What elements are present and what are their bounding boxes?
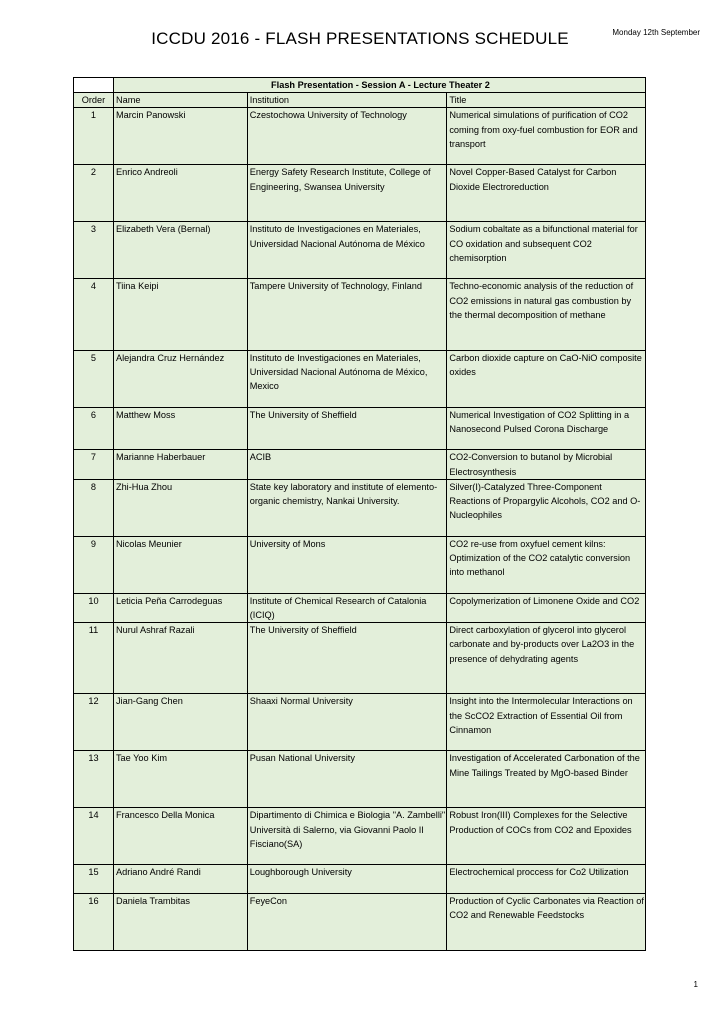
table-row [74, 350, 646, 407]
order-cell: 9 [74, 536, 114, 593]
title-cell: Investigation of Accelerated Carbonation of the Mine Tailings Treated by MgO-based Binder [447, 751, 646, 808]
order-cell: 15 [74, 865, 114, 894]
column-header-order: Order [74, 93, 114, 108]
page-title: ICCDU 2016 - FLASH PRESENTATIONS SCHEDULE [151, 29, 569, 48]
column-header-row [74, 93, 646, 108]
order-cell: 10 [74, 593, 114, 622]
table-row [74, 808, 646, 865]
institution-cell: Dipartimento di Chimica e Biologia "A. Zambelli" Università di Salerno, via Giovanni Paolo II Fisciano(SA) [247, 808, 447, 865]
name-cell: Francesco Della Monica [113, 808, 247, 865]
title-cell: Direct carboxylation of glycerol into glycerol carbonate and by-products over La2O3 in the presence of dehydrating agents [447, 623, 646, 694]
institution-cell: Pusan National University [247, 751, 447, 808]
title-cell: Novel Copper-Based Catalyst for Carbon Dioxide Electroreduction [447, 165, 646, 222]
table-row [74, 479, 646, 536]
order-cell: 14 [74, 808, 114, 865]
institution-cell: State key laboratory and institute of elemento-organic chemistry, Nankai University. [247, 479, 447, 536]
order-cell: 2 [74, 165, 114, 222]
institution-cell: FeyeCon [247, 893, 447, 950]
institution-cell: The University of Sheffield [247, 623, 447, 694]
name-cell: Elizabeth Vera (Bernal) [113, 222, 247, 279]
order-cell: 4 [74, 279, 114, 350]
institution-cell: Shaaxi Normal University [247, 694, 447, 751]
title-cell: Robust Iron(III) Complexes for the Selective Production of COCs from CO2 and Epoxides [447, 808, 646, 865]
schedule-date: Monday 12th September [612, 28, 700, 37]
order-cell: 3 [74, 222, 114, 279]
blank-corner-cell [74, 78, 114, 93]
table-row [74, 593, 646, 622]
title-cell: Copolymerization of Limonene Oxide and CO2 [447, 593, 646, 622]
title-cell: Production of Cyclic Carbonates via Reaction of CO2 and Renewable Feedstocks [447, 893, 646, 950]
table-row [74, 751, 646, 808]
institution-cell: ACIB [247, 450, 447, 479]
schedule-table [73, 77, 646, 951]
name-cell: Nicolas Meunier [113, 536, 247, 593]
title-cell: Carbon dioxide capture on CaO-NiO composite oxides [447, 350, 646, 407]
name-cell: Enrico Andreoli [113, 165, 247, 222]
name-cell: Alejandra Cruz Hernández [113, 350, 247, 407]
institution-cell: The University of Sheffield [247, 407, 447, 450]
name-cell: Matthew Moss [113, 407, 247, 450]
name-cell: Adriano André Randi [113, 865, 247, 894]
name-cell: Marcin Panowski [113, 108, 247, 165]
order-cell: 1 [74, 108, 114, 165]
name-cell: Tiina Keipi [113, 279, 247, 350]
table-row [74, 536, 646, 593]
institution-cell: Loughborough University [247, 865, 447, 894]
page-number: 1 [693, 980, 698, 989]
table-row [74, 279, 646, 350]
institution-cell: Energy Safety Research Institute, College of Engineering, Swansea University [247, 165, 447, 222]
table-row [74, 623, 646, 694]
order-cell: 6 [74, 407, 114, 450]
title-cell: Electrochemical proccess for Co2 Utilization [447, 865, 646, 894]
institution-cell: University of Mons [247, 536, 447, 593]
order-cell: 12 [74, 694, 114, 751]
name-cell: Daniela Trambitas [113, 893, 247, 950]
name-cell: Marianne Haberbauer [113, 450, 247, 479]
order-cell: 8 [74, 479, 114, 536]
order-cell: 16 [74, 893, 114, 950]
order-cell: 11 [74, 623, 114, 694]
table-row [74, 865, 646, 894]
table-row [74, 407, 646, 450]
table-row [74, 108, 646, 165]
title-cell: Numerical simulations of purification of CO2 coming from oxy-fuel combustion for EOR and transport [447, 108, 646, 165]
name-cell: Leticia Peña Carrodeguas [113, 593, 247, 622]
column-header-title: Title [447, 93, 646, 108]
title-cell: Insight into the Intermolecular Interactions on the ScCO2 Extraction of Essential Oil from Cinnamon [447, 694, 646, 751]
name-cell: Jian-Gang Chen [113, 694, 247, 751]
table-row [74, 222, 646, 279]
title-cell: CO2-Conversion to butanol by Microbial Electrosynthesis [447, 450, 646, 479]
institution-cell: Czestochowa University of Technology [247, 108, 447, 165]
title-cell: Techno-economic analysis of the reduction of CO2 emissions in natural gas combustion by the thermal decomposition of methane [447, 279, 646, 350]
title-cell: Sodium cobaltate as a bifunctional material for CO oxidation and subsequent CO2 chemisorption [447, 222, 646, 279]
column-header-name: Name [113, 93, 247, 108]
table-row [74, 893, 646, 950]
name-cell: Zhi-Hua Zhou [113, 479, 247, 536]
table-row [74, 450, 646, 479]
order-cell: 13 [74, 751, 114, 808]
institution-cell: Instituto de Investigaciones en Materiales, Universidad Nacional Autónoma de México [247, 222, 447, 279]
institution-cell: Tampere University of Technology, Finland [247, 279, 447, 350]
name-cell: Nurul Ashraf Razali [113, 623, 247, 694]
column-header-institution: Institution [247, 93, 447, 108]
table-row [74, 694, 646, 751]
title-cell: Numerical Investigation of CO2 Splitting in a Nanosecond Pulsed Corona Discharge [447, 407, 646, 450]
name-cell: Tae Yoo Kim [113, 751, 247, 808]
table-row [74, 165, 646, 222]
institution-cell: Institute of Chemical Research of Catalonia (ICIQ) [247, 593, 447, 622]
title-cell: CO2 re-use from oxyfuel cement kilns: Optimization of the CO2 catalytic conversion into methanol [447, 536, 646, 593]
order-cell: 7 [74, 450, 114, 479]
session-header-row [74, 78, 646, 93]
institution-cell: Instituto de Investigaciones en Materiales, Universidad Nacional Autónoma de México, Mexico [247, 350, 447, 407]
title-cell: Silver(I)-Catalyzed Three-Component Reactions of Propargylic Alcohols, CO2 and O-Nucleophiles [447, 479, 646, 536]
order-cell: 5 [74, 350, 114, 407]
session-title: Flash Presentation - Session A - Lecture Theater 2 [113, 78, 645, 93]
